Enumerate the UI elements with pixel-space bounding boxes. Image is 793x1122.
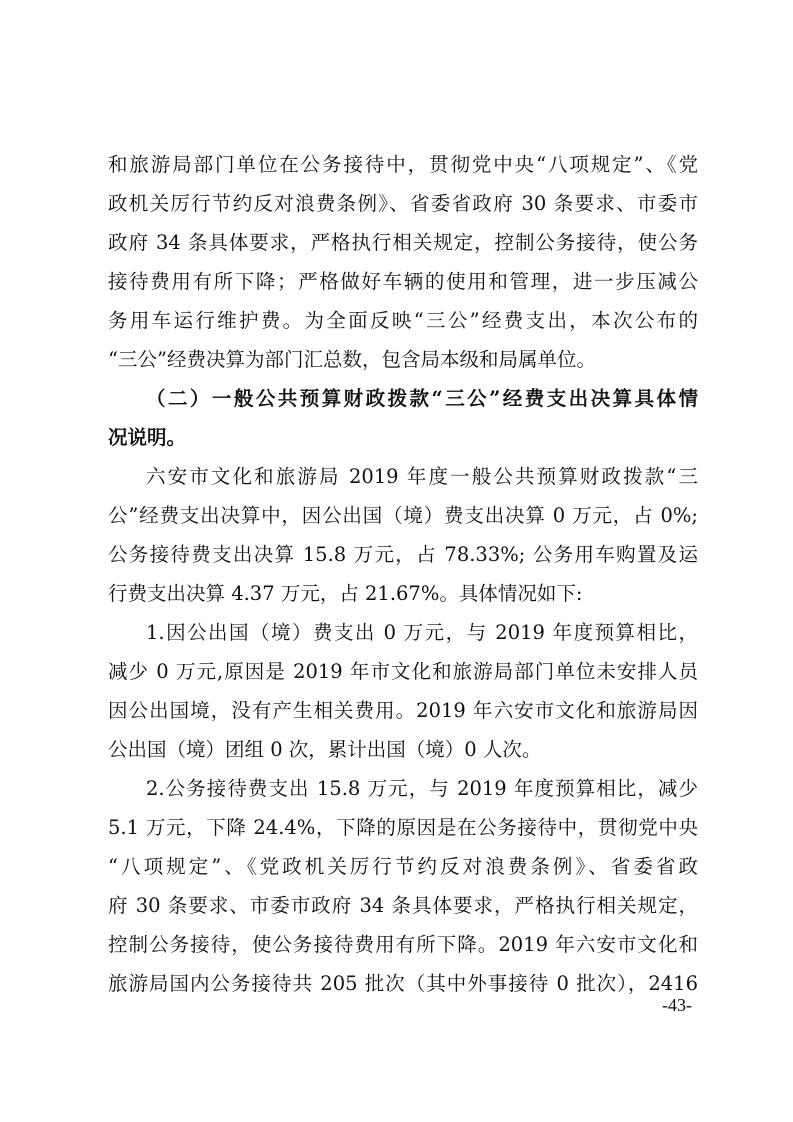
paragraph-line-20: 旅游局国内公务接待共 205 批次（其中外事接待 0 批次），2416 — [108, 972, 698, 995]
paragraph-line-9: 公务接待费支出决算 15.8 万元，占 78.33%; 公务用车购置及运 — [108, 543, 698, 566]
paragraph-line-18: 府 30 条要求、市委市政府 34 条具体要求，严格执行相关规定， — [108, 894, 698, 917]
paragraph-line-11: 1.因公出国（境）费支出 0 万元，与 2019 年度预算相比， — [146, 621, 698, 644]
paragraph-line-1: 和旅游局部门单位在公务接待中，贯彻党中央“八项规定”、《党 — [108, 153, 698, 176]
page-number: -43- — [662, 995, 692, 1015]
paragraph-line-16: 5.1 万元，下降 24.4%，下降的原因是在公务接待中，贯彻党中央 — [108, 816, 698, 839]
paragraph-line-4: 接待费用有所下降；严格做好车辆的使用和管理，进一步压减公 — [108, 270, 698, 293]
paragraph-line-3: 政府 34 条具体要求，严格执行相关规定，控制公务接待，使公务 — [108, 231, 698, 254]
paragraph-line-14: 公出国（境）团组 0 次，累计出国（境）0 人次。 — [108, 738, 542, 761]
paragraph-line-8: 公”经费支出决算中，因公出国（境）费支出决算 0 万元，占 0%; — [108, 504, 698, 527]
paragraph-line-10: 行费支出决算 4.37 万元，占 21.67%。具体情况如下: — [108, 582, 583, 605]
paragraph-line-7: 六安市文化和旅游局 2019 年度一般公共预算财政拨款“三 — [146, 465, 698, 488]
paragraph-line-6: “三公”经费决算为部门汇总数，包含局本级和局属单位。 — [108, 348, 596, 371]
paragraph-line-12: 减少 0 万元,原因是 2019 年市文化和旅游局部门单位未安排人员 — [108, 660, 698, 683]
paragraph-line-13: 因公出国境，没有产生相关费用。2019 年六安市文化和旅游局因 — [108, 699, 698, 722]
paragraph-line-17: “八项规定”、《党政机关厉行节约反对浪费条例》、省委省政 — [108, 855, 698, 878]
section-heading-line-1: （二）一般公共预算财政拨款“三公”经费支出决算具体情 — [146, 387, 698, 410]
paragraph-line-15: 2.公务接待费支出 15.8 万元，与 2019 年度预算相比，减少 — [146, 777, 698, 800]
paragraph-line-5: 务用车运行维护费。为全面反映“三公”经费支出，本次公布的 — [108, 309, 698, 332]
paragraph-line-19: 控制公务接待，使公务接待费用有所下降。2019 年六安市文化和 — [108, 933, 698, 956]
paragraph-line-2: 政机关厉行节约反对浪费条例》、省委省政府 30 条要求、市委市 — [108, 192, 698, 215]
section-heading-line-2: 况说明。 — [108, 426, 187, 449]
